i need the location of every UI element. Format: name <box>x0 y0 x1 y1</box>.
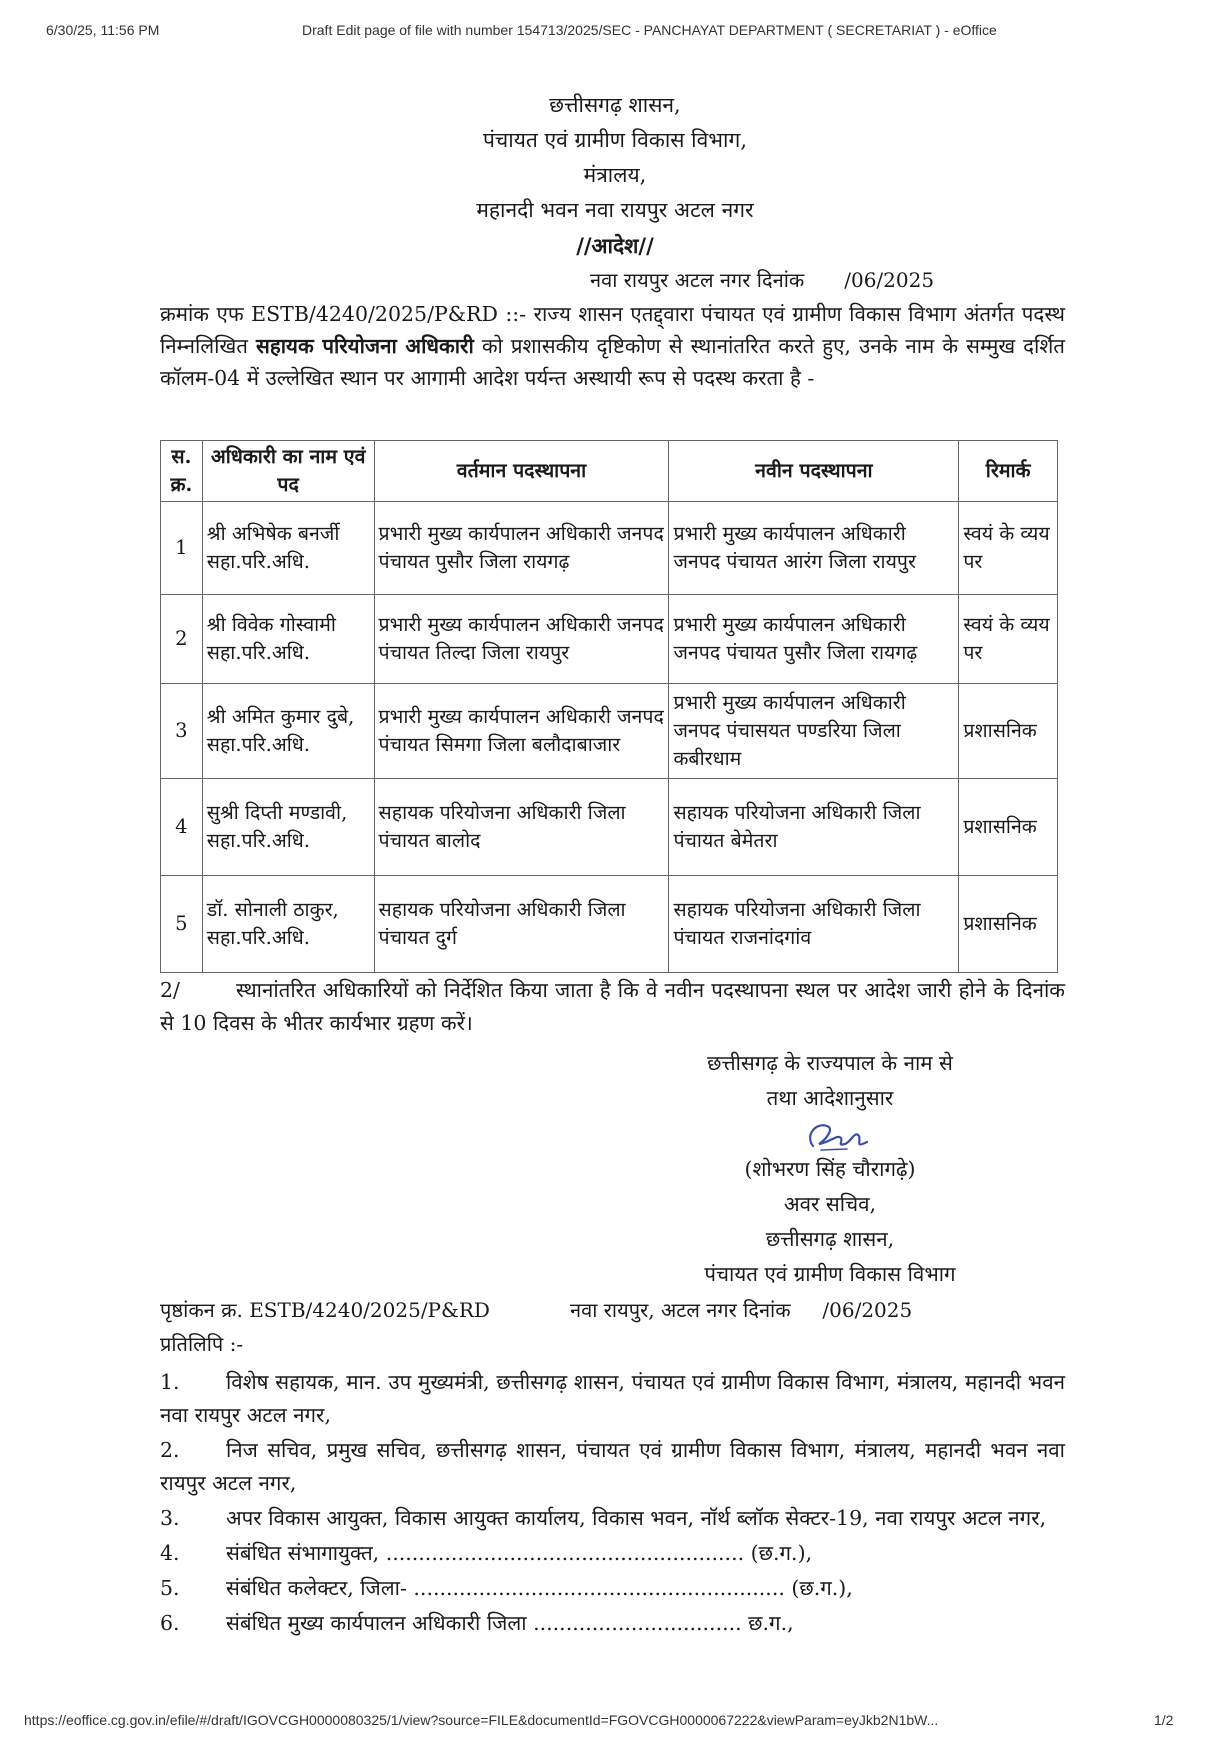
intro-bold-post: सहायक परियोजना अधिकारी <box>256 334 474 358</box>
by-order-line: छत्तीसगढ़ के राज्यपाल के नाम से <box>707 1051 953 1075</box>
endorsement-date: /06/2025 <box>822 1298 913 1322</box>
cell-serial: 3 <box>161 684 203 779</box>
cell-serial: 4 <box>161 779 203 876</box>
header-officer-name: अधिकारी का नाम एवं पद <box>202 441 374 502</box>
endorsement-place: नवा रायपुर, अटल नगर दिनांक <box>570 1298 791 1322</box>
order-title: //आदेश// <box>576 233 654 258</box>
cell-remark: प्रशासनिक <box>959 779 1058 876</box>
letterhead-government: छत्तीसगढ़ शासन, <box>549 93 681 117</box>
letterhead-ministry: मंत्रालय, <box>583 163 647 187</box>
endorsement-ref: पृष्ठांकन क्र. ESTB/4240/2025/P&RD <box>160 1298 490 1322</box>
by-order-line-2: तथा आदेशानुसार <box>766 1086 894 1110</box>
table-row <box>161 502 1058 595</box>
order-date: /06/2025 <box>844 268 935 292</box>
cell-current-posting: सहायक परियोजना अधिकारी जिला पंचायत बालोद <box>374 779 669 876</box>
signature-block <box>650 1046 1010 1292</box>
table-row <box>161 684 1058 779</box>
signatory-name: (शोभरण सिंह चौरागढ़े) <box>744 1157 916 1181</box>
postings-table <box>160 440 1058 973</box>
header-new-posting: नवीन पदस्थापना <box>669 441 959 502</box>
cell-serial: 2 <box>161 595 203 684</box>
table-row <box>161 779 1058 876</box>
print-datetime: 6/30/25, 11:56 PM <box>46 22 160 38</box>
list-item-text: अपर विकास आयुक्त, विकास आयुक्त कार्यालय, विकास भवन, नॉर्थ ब्लॉक सेक्टर-19, नवा रायपुर अटल नगर, <box>226 1506 1047 1530</box>
signatory-government: छत्तीसगढ़ शासन, <box>765 1227 895 1251</box>
cell-new-posting: सहायक परियोजना अधिकारी जिला पंचायत बेमेतरा <box>669 779 959 876</box>
cell-remark: स्वयं के व्यय पर <box>959 595 1058 684</box>
cell-officer-name: श्री अभिषेक बनर्जी सहा.परि.अधि. <box>202 502 374 595</box>
list-item <box>160 1502 1065 1535</box>
order-date-line <box>590 266 934 293</box>
list-item-text: संबंधित कलेक्टर, जिला- ......................................................... (छ.ग.), <box>226 1576 853 1600</box>
cell-remark: प्रशासनिक <box>959 684 1058 779</box>
list-item-number: 3. <box>160 1506 180 1530</box>
handwritten-signature-icon <box>650 1116 1010 1152</box>
cell-officer-name: सुश्री दिप्ती मण्डावी, सहा.परि.अधि. <box>202 779 374 876</box>
endorsement-line <box>160 1296 1065 1323</box>
cell-serial: 1 <box>161 502 203 595</box>
copy-recipients-list <box>160 1366 1065 1642</box>
print-header-title: Draft Edit page of file with number 154713/2025/SEC - PANCHAYAT DEPARTMENT ( SECRETARIAT ) - eOffice <box>302 22 997 38</box>
letterhead-address: महानदी भवन नवा रायपुर अटल नगर <box>476 198 754 222</box>
list-item <box>160 1366 1065 1432</box>
list-item-number: 4. <box>160 1541 180 1565</box>
cell-current-posting: प्रभारी मुख्य कार्यपालन अधिकारी जनपद पंचायत तिल्दा जिला रायपुर <box>374 595 669 684</box>
cell-officer-name: श्री विवेक गोस्वामी सहा.परि.अधि. <box>202 595 374 684</box>
list-item-number: 2. <box>160 1438 180 1462</box>
joining-instruction-paragraph <box>160 974 1065 1040</box>
cell-remark: स्वयं के व्यय पर <box>959 502 1058 595</box>
list-item <box>160 1434 1065 1500</box>
signatory-department: पंचायत एवं ग्रामीण विकास विभाग <box>704 1262 956 1286</box>
header-current-posting: वर्तमान पदस्थापना <box>374 441 669 502</box>
para-text: स्थानांतरित अधिकारियों को निर्देशित किया जाता है कि वे नवीन पदस्थापना स्थल पर आदेश जारी होने के दिनांक से 10 दिवस के भीतर कार्यभार ग्रहण करें। <box>160 978 1065 1035</box>
list-item-number: 1. <box>160 1370 180 1394</box>
list-item <box>160 1607 1065 1640</box>
cell-current-posting: प्रभारी मुख्य कार्यपालन अधिकारी जनपद पंचायत पुसौर जिला रायगढ़ <box>374 502 669 595</box>
list-item-text: निज सचिव, प्रमुख सचिव, छत्तीसगढ़ शासन, पंचायत एवं ग्रामीण विकास विभाग, मंत्रालय, महानदी भवन नवा रायपुर अटल नगर, <box>160 1438 1065 1495</box>
cell-officer-name: डॉ. सोनाली ठाकुर, सहा.परि.अधि. <box>202 876 374 973</box>
cell-serial: 5 <box>161 876 203 973</box>
cell-officer-name: श्री अमित कुमार दुबे, सहा.परि.अधि. <box>202 684 374 779</box>
para-number: 2/ <box>160 978 180 1002</box>
cell-new-posting: प्रभारी मुख्य कार्यपालन अधिकारी जनपद पंचासयत पण्डरिया जिला कबीरधाम <box>669 684 959 779</box>
intro-text-end: को प्रशासकीय दृष्टिकोण से स्थानांतरित करते हुए, उनके नाम के सम्मुख दर्शित कॉलम-04 में उल्लेखित स्थान पर आगामी आदेश पर्यन्त अस्थायी रूप से पदस्थ करता है - <box>160 334 1065 390</box>
cell-current-posting: सहायक परियोजना अधिकारी जिला पंचायत दुर्ग <box>374 876 669 973</box>
cell-new-posting: प्रभारी मुख्य कार्यपालन अधिकारी जनपद पंचायत आरंग जिला रायपुर <box>669 502 959 595</box>
letterhead <box>390 88 840 263</box>
table-header-row <box>161 441 1058 502</box>
endorsement-date-part <box>570 1296 912 1323</box>
list-item <box>160 1537 1065 1570</box>
list-item-text: संबंधित मुख्य कार्यपालन अधिकारी जिला ................................ छ.ग., <box>226 1611 794 1635</box>
list-item <box>160 1572 1065 1605</box>
table-row <box>161 876 1058 973</box>
cell-remark: प्रशासनिक <box>959 876 1058 973</box>
list-item-number: 5. <box>160 1576 180 1600</box>
order-place: नवा रायपुर अटल नगर दिनांक <box>590 268 805 292</box>
print-page-number: 1/2 <box>1154 1712 1174 1728</box>
list-item-text: संबंधित संभागायुक्त, ....................................................... (छ.ग.), <box>226 1541 813 1565</box>
header-remark: रिमार्क <box>959 441 1058 502</box>
header-serial: स. क्र. <box>161 441 203 502</box>
intro-paragraph <box>160 298 1065 394</box>
letterhead-department: पंचायत एवं ग्रामीण विकास विभाग, <box>483 128 747 152</box>
cell-current-posting: प्रभारी मुख्य कार्यपालन अधिकारी जनपद पंचायत सिमगा जिला बलौदाबाजार <box>374 684 669 779</box>
list-item-number: 6. <box>160 1611 180 1635</box>
list-item-text: विशेष सहायक, मान. उप मुख्यमंत्री, छत्तीसगढ़ शासन, पंचायत एवं ग्रामीण विकास विभाग, मंत्रालय, महानदी भवन नवा रायपुर अटल नगर, <box>160 1370 1065 1427</box>
print-footer-url: https://eoffice.cg.gov.in/efile/#/draft/IGOVCGH0000080325/1/view?source=FILE&documentId=FGOVCGH0000067222&viewParam=eyJkb2N1bW... <box>24 1712 939 1728</box>
intro-text-start: क्रमांक एफ ESTB/4240/2025/P&RD ::- राज्य शासन एतद्द्वारा पंचायत एवं ग्रामीण विकास विभाग अंतर्गत पदस्थ निम्नलिखित <box>160 302 1065 358</box>
signatory-designation: अवर सचिव, <box>783 1192 877 1216</box>
copy-to-label: प्रतिलिपि :- <box>160 1332 244 1356</box>
cell-new-posting: प्रभारी मुख्य कार्यपालन अधिकारी जनपद पंचायत पुसौर जिला रायगढ़ <box>669 595 959 684</box>
table-row <box>161 595 1058 684</box>
cell-new-posting: सहायक परियोजना अधिकारी जिला पंचायत राजनांदगांव <box>669 876 959 973</box>
